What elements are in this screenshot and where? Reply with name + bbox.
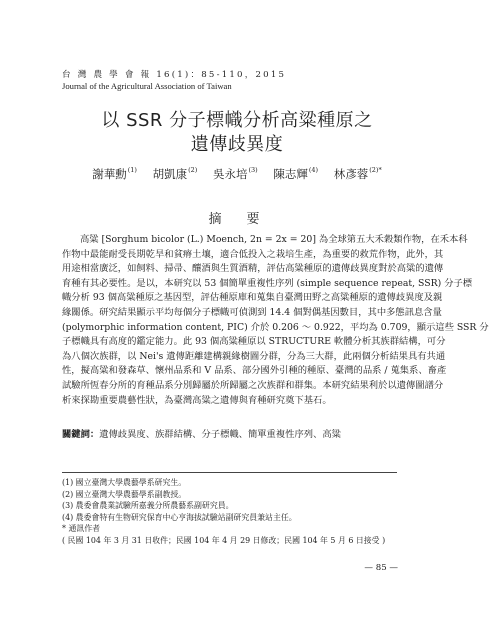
keywords-label: 關鍵詞： xyxy=(62,429,100,440)
author-affiliation: (2) xyxy=(188,166,198,174)
abstract-line: 析來探勘重要農藝性狀，為臺灣高粱之遺傳與育種研究奠下基石。 xyxy=(62,394,332,406)
author xyxy=(153,166,198,182)
author xyxy=(334,166,382,182)
abstract-line: 用途相當廣泛，如飼料、掃帚、釀酒與生質酒精，評估高粱種原的遺傳歧異度對於高粱的遺傳 xyxy=(62,263,444,275)
journal-name-english: Journal of the Agricultural Association of Taiwan xyxy=(62,81,232,91)
journal-citation: 台 灣 農 學 會 報 16(1)：85-110，2015 xyxy=(62,70,287,80)
footnote: (4) 農委會特有生物研究保育中心亨海拔試驗站副研究員兼站主任。 xyxy=(62,512,297,522)
author xyxy=(273,166,318,182)
author-name: 林彥蓉 xyxy=(333,167,369,181)
author xyxy=(92,166,137,182)
abstract-line: 作物中最能耐受長期乾旱和貧瘠土壤，適合低投入之栽培生產，為重要的救荒作物，此外，其 xyxy=(62,248,444,260)
abstract-line: 高粱 [Sorghum bicolor (L.) Moench, 2n = 2x = 20] 為全球第五大禾穀類作物，在禾本科 xyxy=(80,234,468,245)
footnotes xyxy=(62,477,397,547)
author-list xyxy=(0,166,474,182)
abstract-line: 育種有其必要性。是以，本研究以 53 個簡單重複性序列 (simple sequence repeat, SSR) 分子標 xyxy=(62,277,473,289)
footnote: ( 民國 104 年 3 月 31 日收件；民國 104 年 4 月 29 日修改；民國 104 年 5 月 6 日接受 ) xyxy=(62,535,386,545)
footnote-divider xyxy=(62,472,397,473)
abstract-heading: 摘 要 xyxy=(208,212,266,227)
author xyxy=(213,166,258,182)
keywords-text: 遺傳歧異度、族群結構、分子標幟、簡單重複性序列、高粱 xyxy=(99,429,341,440)
footnote: (2) 國立臺灣大學農藝學系副教授。 xyxy=(62,489,187,499)
abstract-line: 幟分析 93 個高粱種原之基因型，評估種原庫和蒐集自臺灣田野之高粱種原的遺傳歧異度及親 xyxy=(62,292,443,304)
abstract-line: 性，擬高粱和發森草、懷州品系和 V 品系、部分國外引種的種原、臺灣的品系 / 蒐集系、畜產 xyxy=(62,365,447,377)
author-affiliation: (1) xyxy=(127,166,137,174)
paper-title-line-2: 遺傳歧異度 xyxy=(190,134,284,155)
abstract-line: 子標幟具有高度的鑑定能力。此 93 個高粱種原以 STRUCTURE 軟體分析其族群結構，可分 xyxy=(62,336,446,348)
author-name: 吳永培 xyxy=(213,167,248,181)
abstract-body xyxy=(62,233,489,408)
abstract-line: (polymorphic information content, PIC) 介於 0.206 ～ 0.922，平均為 0.709，顯示這些 SSR 分 xyxy=(62,321,489,333)
footnote: (3) 農委會農業試驗所嘉義分所農藝系副研究員。 xyxy=(62,501,234,511)
abstract-line: 為八個次族群，以 Nei's 遺傳距離建構親緣樹圖分群，分為三大群，此兩個分析結果具有共通 xyxy=(62,350,446,362)
abstract-line: 緣關係。研究結果顯示平均每個分子標幟可偵測到 14.4 個對偶基因數目，其中多態訊息含量 xyxy=(62,306,442,318)
author-name: 胡凱康 xyxy=(152,167,188,181)
author-name: 謝華勳 xyxy=(92,167,127,181)
page-number: — 85 — xyxy=(364,563,398,573)
abstract-line: 試驗所恆春分所的育種品系分別歸屬於所歸屬之次族群和群集。本研究結果利於以遺傳圖譜分 xyxy=(62,379,444,391)
author-affiliation: (4) xyxy=(308,166,319,174)
paper-title-line-1: 以 SSR 分子標幟分析高粱種原之 xyxy=(101,110,373,131)
footnote: (1) 國立臺灣大學農藝學系研究生。 xyxy=(62,478,187,487)
footnote: * 通訊作者 xyxy=(62,524,101,534)
author-affiliation: (3) xyxy=(248,166,258,174)
author-affiliation: (2)* xyxy=(369,166,382,174)
author-name: 陳志輝 xyxy=(273,167,308,181)
keywords xyxy=(62,426,397,440)
